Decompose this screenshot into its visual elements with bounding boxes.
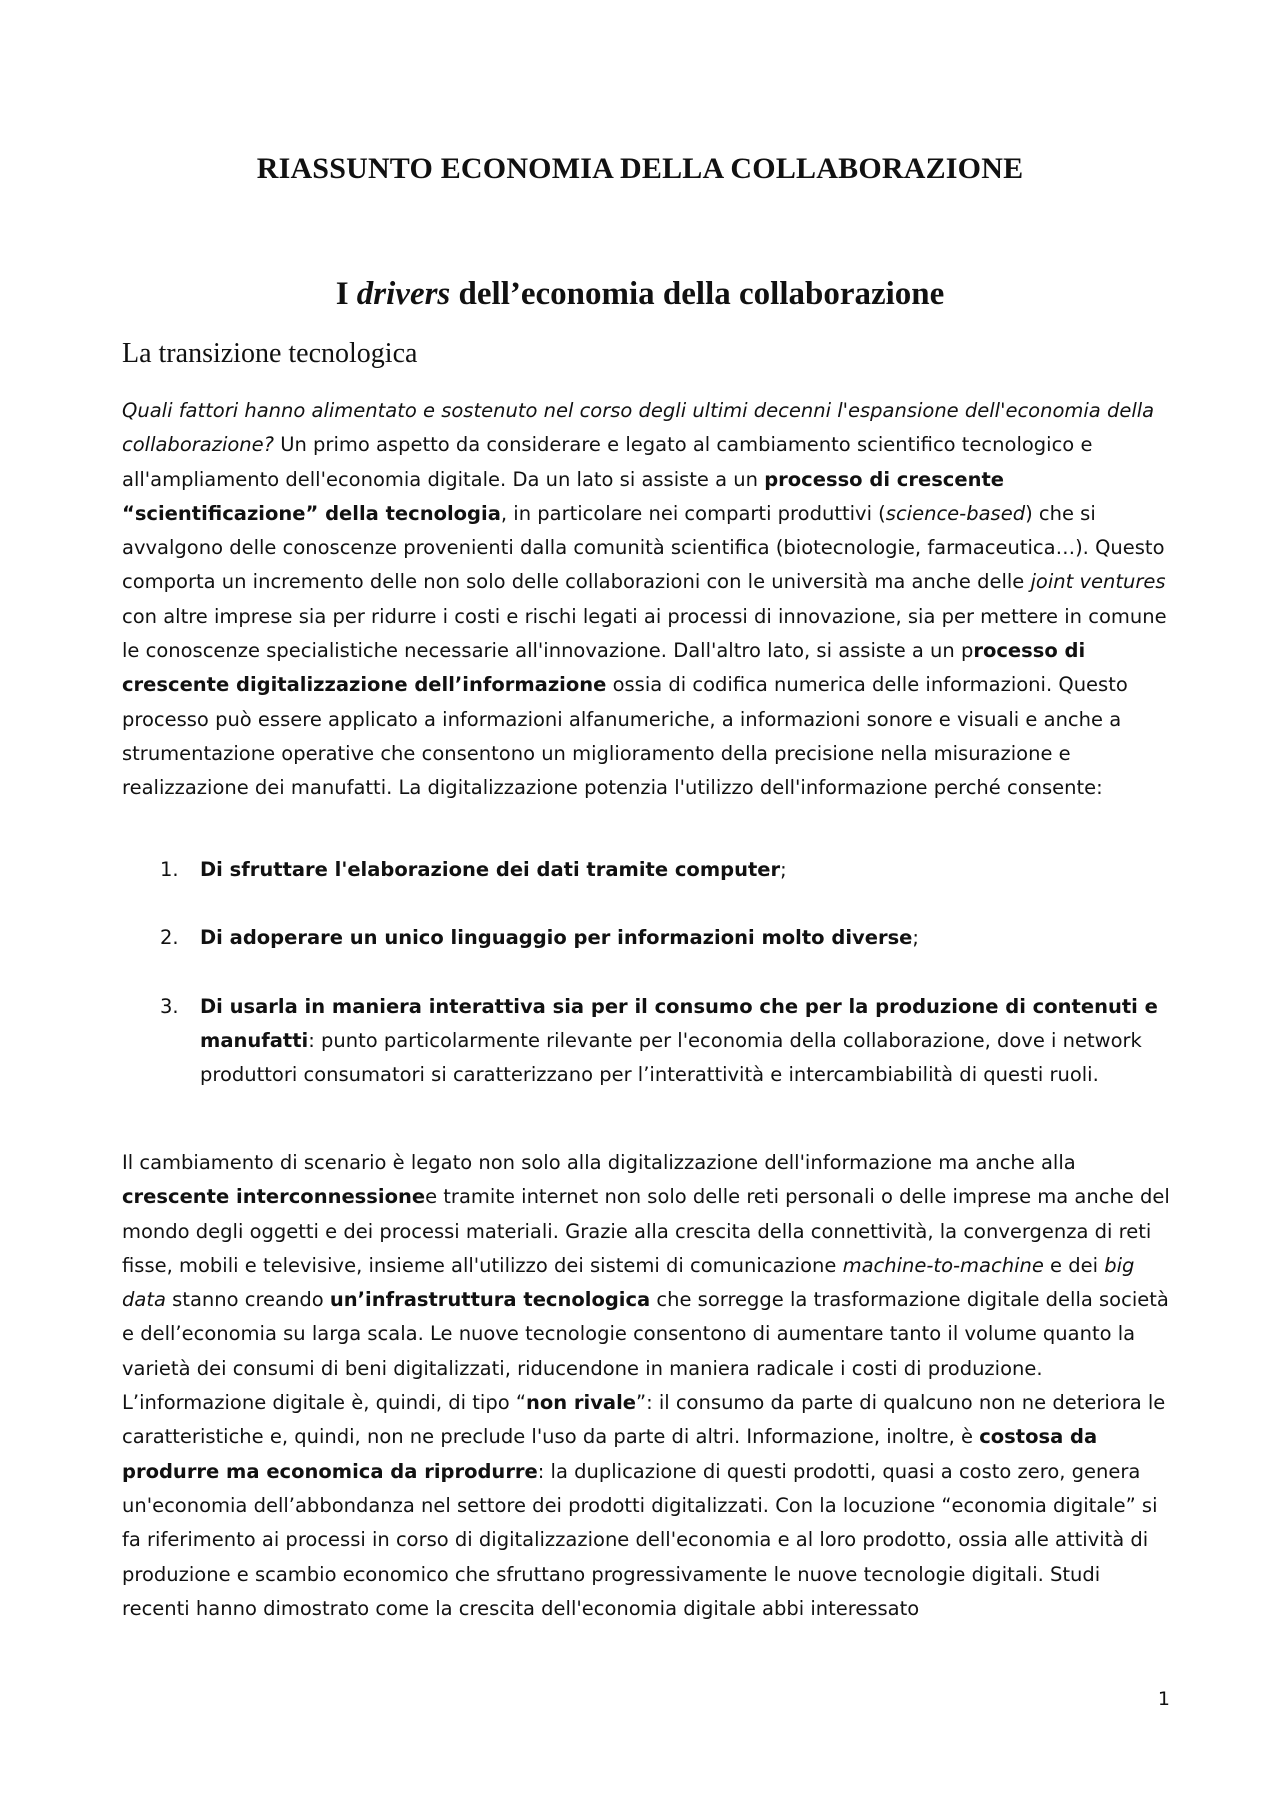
section-title: La transizione tecnologica <box>122 338 418 369</box>
page-number: 1 <box>1157 1688 1170 1710</box>
text-run: Il cambiamento di scenario è legato non solo alla digitalizzazione dell'informazione ma anche alla <box>122 1151 1076 1174</box>
text-run: ossia di codifica numerica delle informazioni. Questo processo può essere applicato a informazioni alfanumeriche, a informazioni sonore e visuali e anche a strumentazione operative che consentono un miglioramento della precisione nella misurazione e realizzazione dei manufatti. La digitalizzazione potenzia l'utilizzo dell'informazione perché consente: <box>122 673 1128 800</box>
bold-run: crescente interconnessione <box>122 1185 426 1209</box>
chapter-title <box>0 276 1280 313</box>
chapter-title-italic: drivers <box>356 276 451 312</box>
text-run: stanno creando <box>165 1288 330 1312</box>
italic-run: big data <box>122 1253 1135 1312</box>
bold-run: un’infrastruttura tecnologica <box>329 1288 651 1312</box>
text-run: e tramite internet non solo delle reti personali o delle imprese ma anche del mondo degli oggetti e dei processi materiali. Grazie alla crescita della connettività, la convergenza di reti fisse, mobili e televisive, insieme all'utilizzo dei sistemi di comunicazione <box>122 1185 1170 1277</box>
document-title: RIASSUNTO ECONOMIA DELLA COLLABORAZIONE <box>256 152 1024 185</box>
bold-run: costosa da produrre ma economica da riprodurre <box>122 1425 1098 1483</box>
list-item-rest: : punto particolarmente rilevante per l'economia della collaborazione, dove i network produttori consumatori si caratterizzano per l’interattività e intercambiabilità di questi ruoli. <box>200 1028 1142 1087</box>
text-run: con altre imprese sia per ridurre i costi e rischi legati ai processi di innovazione, sia per mettere in comune le conoscenze specialistiche necessarie all'innovazione. Dall'altro lato, si assiste a un p <box>122 604 1167 663</box>
paragraph-intro <box>122 394 1172 806</box>
chapter-title-prefix: I <box>335 276 357 312</box>
text-run: ”: il consumo da parte di qualcuno non ne deteriora le caratteristiche e, quindi, non ne preclude l'uso da parte di altri. Informazione, inoltre, è <box>122 1391 1166 1449</box>
list-item-number: 1. <box>160 858 179 881</box>
list-item <box>122 990 1172 1093</box>
text-run: ) che si avvalgono delle conoscenze provenienti dalla comunità scientifica (biotecnologie, farmaceutica…). Questo comporta un incremento delle non solo delle collaborazioni con le università ma anche delle <box>122 501 1165 594</box>
paragraph-interconnection <box>122 1146 1172 1626</box>
intro-question: Quali fattori hanno alimentato e sostenuto nel corso degli ultimi decenni l'espansione dell'economia della collaborazione? <box>122 399 1155 457</box>
bold-run: processo di crescente “scientificazione” della tecnologia <box>122 467 1005 525</box>
text-run: Un primo aspetto da considerare e legato al cambiamento scientifico tecnologico e all'ampliamento dell'economia digitale. Da un lato si assiste a un <box>122 433 1093 491</box>
text-run: , in particolare nei comparti produttivi ( <box>500 501 886 525</box>
list-item <box>122 853 1172 887</box>
list-item-bold: Di sfruttare l'elaborazione dei dati tramite computer <box>200 858 781 881</box>
numbered-list <box>122 853 1172 1126</box>
list-item-number: 3. <box>160 994 179 1018</box>
text-run: : la duplicazione di questi prodotti, quasi a costo zero, genera un'economia dell’abbondanza nel settore dei prodotti digitalizzati. Con la locuzione “economia digitale” si fa riferimento ai processi in corso di digitalizzazione dell'economia e al loro prodotto, ossia alle attività di produzione e scambio economico che sfruttano progressivamente le nuove tecnologie digitali. Studi recenti hanno dimostrato come la crescita dell'economia digitale abbi interessato <box>122 1459 1158 1620</box>
text-run: che sorregge la trasformazione digitale della società e dell’economia su larga scala. Le nuove tecnologie consentono di aumentare tanto il volume quanto la varietà dei consumi di beni digitalizzati, riducendone in maniera radicale i costi di produzione. L’informazione digitale è, quindi, di tipo “ <box>122 1288 1169 1415</box>
italic-run: science-based <box>885 501 1026 525</box>
list-item <box>122 921 1172 955</box>
italic-run: joint ventures <box>1030 570 1166 594</box>
bold-run: non rivale <box>525 1391 636 1415</box>
list-item-rest: ; <box>912 926 919 950</box>
chapter-title-suffix: dell’economia della collaborazione <box>450 276 945 312</box>
list-item-rest: ; <box>780 858 787 881</box>
bold-run: rocesso di crescente digitalizzazione dell’informazione <box>122 639 1086 697</box>
text-run: e dei <box>1043 1253 1105 1277</box>
italic-run: machine-to-machine <box>842 1253 1044 1277</box>
list-item-number: 2. <box>160 926 179 950</box>
list-item-bold: Di adoperare un unico linguaggio per informazioni molto diverse <box>200 926 913 950</box>
list-item-bold: Di usarla in maniera interattiva sia per il consumo che per la produzione di contenuti e manufatti <box>200 994 1158 1052</box>
